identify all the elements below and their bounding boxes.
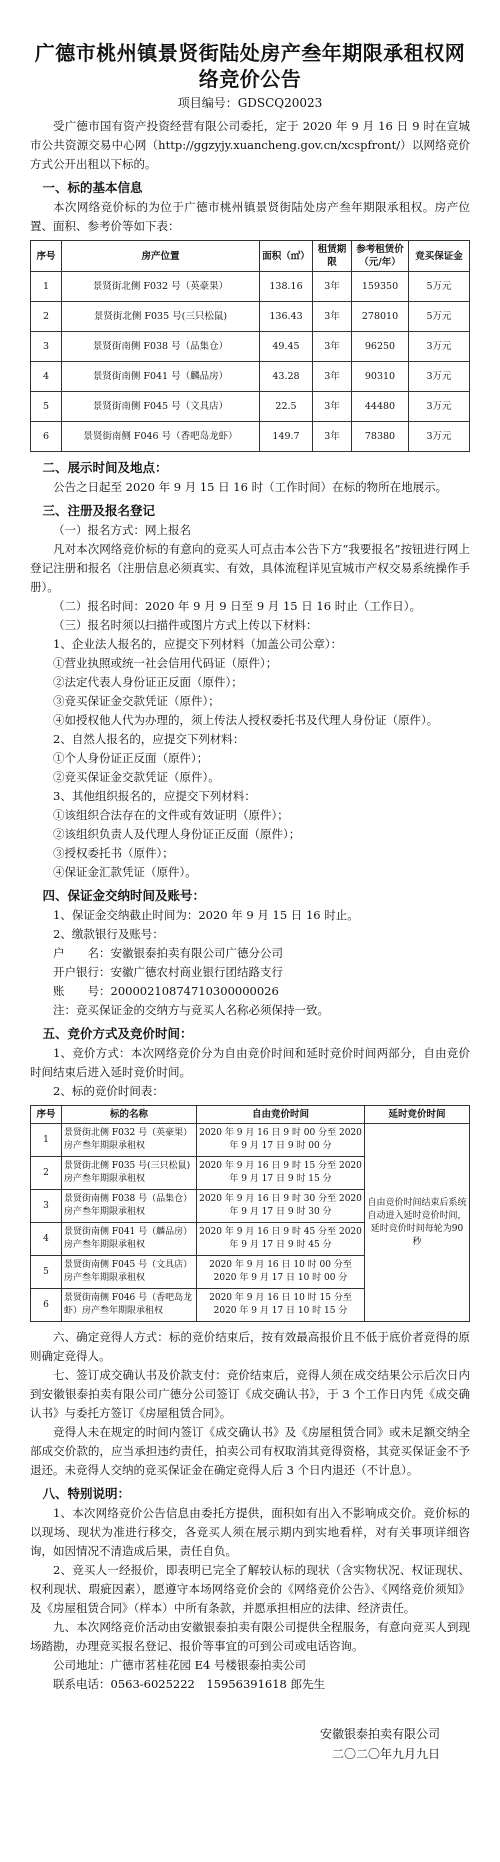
delay-time-cell: 自由竞价时间结束后系统自动进入延时竞价时间，延时竞价时间每轮为90秒 (365, 1124, 470, 1322)
table-row (31, 392, 470, 422)
registration-method: （一）报名方式：网上报名 (53, 523, 191, 537)
special-note-1: 1、本次网络竞价公告信息由委托方提供，面积如有出入不影响成交价。竞价标的以现场、现状为准进行移交，各竞买人须在展示期内到实地看样，对有关事项详细咨询，如因情况不清造成后果，责任自负。 (30, 1506, 470, 1558)
project-number: 项目编号：GDSCQ20023 (177, 96, 323, 110)
account-number: 账 号：20000210874710300000026 (53, 984, 279, 998)
account-name: 户 名：安徽银泰拍卖有限公司广德分公司 (53, 946, 283, 960)
col-header: 标的名称 (62, 1106, 197, 1124)
cell: 3万元 (409, 362, 470, 392)
cell: 5 (31, 392, 62, 422)
materials-item: ④如授权他人代为办理的，须上传法人授权委托书及代理人身份证（原件）。 (53, 713, 439, 727)
cell: 5万元 (409, 272, 470, 302)
col-header: 序号 (31, 241, 62, 272)
cell: 44480 (352, 392, 409, 422)
section-2-title: 二、展示时间及地点： (42, 460, 168, 475)
account-note: 注：竞买保证金的交纳方与竞买人名称必须保持一致。 (53, 1003, 329, 1017)
materials-item: ②法定代表人身份证正反面（原件）； (53, 675, 243, 689)
cell: 景贤街北侧 F032 号（英豪果）房产叁年期限承租权 (62, 1124, 197, 1157)
cell: 2 (31, 1157, 62, 1190)
registration-materials: （三）报名时须以扫描件或图片方式上传以下材料： (53, 618, 318, 632)
cell: 景贤街南侧 F038 号（品集仓）房产叁年期限承租权 (62, 1190, 197, 1223)
materials-individual: 2、自然人报名的，应提交下列材料： (53, 732, 245, 746)
cell: 3 (31, 332, 62, 362)
materials-organization: 3、其他组织报名的，应提交下列材料： (53, 789, 256, 803)
cell: 景贤街南侧 F045 号（文具店）房产叁年期限承租权 (62, 1256, 197, 1289)
materials-item: ④保证金汇款凭证（原件）。 (53, 865, 197, 879)
cell: 景贤街南侧 F038 号（品集仓） (62, 332, 260, 362)
table-row (31, 422, 470, 452)
cell: 49.45 (260, 332, 313, 362)
cell: 2020 年 9 月 16 日 10 时 00 分至 2020 年 9 月 17 日 10 时 00 分 (197, 1256, 365, 1289)
cell: 景贤街北侧 F032 号（英豪果） (62, 272, 260, 302)
signature-block (30, 1724, 470, 1764)
cell: 3年 (313, 272, 352, 302)
bidding-method: 1、竞价方式：本次网络竞价分为自由竞价时间和延时竞价时间两部分，自由竞价时间结束后进入延时竞价时间。 (30, 1046, 470, 1079)
signature-date: 二〇二〇年九月九日 (331, 1747, 440, 1761)
table-row (31, 332, 470, 362)
deposit-deadline: 1、保证金交纳截止时间为：2020 年 9 月 15 日 16 时止。 (53, 908, 359, 922)
section-5-title: 五、竞价方式及竞价时间： (42, 1026, 193, 1041)
materials-item: ③竞买保证金交款凭证（原件）； (53, 694, 220, 708)
cell: 4 (31, 1223, 62, 1256)
cell: 景贤街北侧 F035 号(三只松鼠) (62, 302, 260, 332)
materials-item: ②竞买保证金交款凭证（原件）。 (53, 770, 220, 784)
col-header: 序号 (31, 1106, 62, 1124)
cell: 138.16 (260, 272, 313, 302)
contact-phone: 联系电话：0563-6025222 15956391618 郎先生 (53, 1677, 326, 1691)
cell: 2 (31, 302, 62, 332)
materials-item: ②该组织负责人及代理人身份证正反面（原件）； (53, 827, 301, 841)
company-address: 公司地址：广德市茗桂花园 E4 号楼银泰拍卖公司 (53, 1658, 307, 1672)
col-header: 房产位置 (62, 241, 260, 272)
cell: 5万元 (409, 302, 470, 332)
cell: 景贤街南侧 F046 号（香吧岛龙虾） (62, 422, 260, 452)
cell: 3年 (313, 302, 352, 332)
section-1-text: 本次网络竞价标的为位于广德市桃州镇景贤街陆处房产叁年期限承租权。房产位置、面积、参考价等如下表： (30, 200, 470, 233)
cell: 149.7 (260, 422, 313, 452)
section-2-text: 公告之日起至 2020 年 9 月 15 日 16 时（工作时间）在标的物所在地展示。 (53, 480, 448, 494)
cell: 6 (31, 422, 62, 452)
schedule-table-header (31, 1106, 470, 1124)
col-header: 延时竞价时间 (365, 1106, 470, 1124)
section-8-title: 八、特别说明： (42, 1486, 131, 1501)
cell: 3万元 (409, 332, 470, 362)
col-header: 租赁期限 (313, 241, 352, 272)
section-4-title: 四、保证金交纳时间及账号： (42, 888, 206, 903)
table-row (31, 362, 470, 392)
registration-time: （二）报名时间：2020 年 9 月 9 日至 9 月 15 日 16 时止（工作日）。 (53, 599, 421, 613)
intro-paragraph: 受广德市国有资产投资经营有限公司委托，定于 2020 年 9 月 16 日 9 时在宣城市公共资源交易中心网（http://ggzyjy.xuancheng.gov.cn/xcspfront/）以网络竞价方式公开出租以下标的。 (30, 119, 470, 171)
section-1-title: 一、标的基本信息 (42, 180, 143, 195)
cell: 159350 (352, 272, 409, 302)
materials-item: ①营业执照或统一社会信用代码证（原件）； (53, 656, 278, 670)
property-table (30, 240, 470, 452)
cell: 1 (31, 272, 62, 302)
cell: 3年 (313, 332, 352, 362)
cell: 78380 (352, 422, 409, 452)
cell: 3年 (313, 392, 352, 422)
cell: 96250 (352, 332, 409, 362)
cell: 90310 (352, 362, 409, 392)
cell: 3年 (313, 362, 352, 392)
cell: 2020 年 9 月 16 日 9 时 00 分至 2020 年 9 月 17 日 9 时 00 分 (197, 1124, 365, 1157)
col-header: 自由竞价时间 (197, 1106, 365, 1124)
section-3-title: 三、注册及报名登记 (42, 503, 156, 518)
cell: 2020 年 9 月 16 日 9 时 15 分至 2020 年 9 月 17 日 9 时 15 分 (197, 1157, 365, 1190)
section-6-text: 六、确定竞得人方式：标的竞价结束后，按有效最高报价且不低于底价者竞得的原则确定竞得人。 (30, 1330, 470, 1363)
registration-method-text: 凡对本次网络竞价标的有意向的竞买人可点击本公告下方“我要报名”按钮进行网上登记注册和报名（注册信息必须真实、有效，具体流程详见宣城市产权交易系统操作手册）。 (30, 542, 470, 594)
col-header: 竞买保证金 (409, 241, 470, 272)
cell: 景贤街北侧 F035 号(三只松鼠)房产叁年期限承租权 (62, 1157, 197, 1190)
schedule-table (30, 1105, 470, 1322)
cell: 景贤街南侧 F041 号（麟品房） (62, 362, 260, 392)
cell: 景贤街南侧 F046 号（香吧岛龙虾）房产叁年期限承租权 (62, 1289, 197, 1322)
cell: 2020 年 9 月 16 日 9 时 45 分至 2020 年 9 月 17 日 9 时 45 分 (197, 1223, 365, 1256)
materials-item: ①个人身份证正反面（原件）； (53, 751, 209, 765)
cell: 3万元 (409, 422, 470, 452)
cell: 3 (31, 1190, 62, 1223)
account-bank: 开户银行：安徽广德农村商业银行团结路支行 (53, 965, 283, 979)
signature-org: 安徽银泰拍卖有限公司 (319, 1727, 440, 1741)
col-header: 面积（㎡） (260, 241, 313, 272)
special-note-2: 2、竞买人一经报价，即表明已完全了解较认标的现状（含实物状况、权证现状、权利现状、瑕疵因素），愿遵守本场网络竞价会的《网络竞价公告》、《网络竞价须知》及《房屋租赁合同》（样本）中所有条款，并愿承担相应的法律、经济责任。 (30, 1563, 470, 1615)
col-header: 参考租赁价（元/年） (352, 241, 409, 272)
cell: 景贤街南侧 F041 号（麟品房）房产叁年期限承租权 (62, 1223, 197, 1256)
section-7-text: 七、签订成交确认书及价款支付：竞价结束后，竞得人须在成交结果公示后次日内到安徽银泰拍卖有限公司广德分公司签订《成交确认书》，于 3 个工作日内凭《成交确认书》与委托方签订《房屋租赁合同》。 (30, 1368, 470, 1420)
cell: 5 (31, 1256, 62, 1289)
cell: 136.43 (260, 302, 313, 332)
cell: 22.5 (260, 392, 313, 422)
materials-corporate: 1、企业法人报名的，应提交下列材料（加盖公司公章）： (53, 637, 343, 651)
cell: 6 (31, 1289, 62, 1322)
section-7-text-2: 竞得人未在规定的时间内签订《成交确认书》及《房屋租赁合同》或未足额交纳全部成交价款的，应当承担违约责任，拍卖公司有权取消其竞得资格，其竞买保证金不予退还。未竞得人交纳的竞买保证金在确定竞得人后 3 个日内退还（不计息）。 (30, 1425, 470, 1477)
table-row (31, 302, 470, 332)
bidding-schedule-heading: 2、标的竞价时间表： (53, 1084, 164, 1098)
page-title: 广德市桃州镇景贤街陆处房产叁年期限承租权网络竞价公告 (34, 41, 466, 91)
cell: 3万元 (409, 392, 470, 422)
section-9-text: 九、本次网络竞价活动由安徽银泰拍卖有限公司提供全程服务，有意向竞买人到现场踏勘，办理竞买报名登记、报价等事宜的可到公司或电话咨询。 (30, 1620, 470, 1653)
materials-item: ③授权委托书（原件）； (53, 846, 174, 860)
cell: 3年 (313, 422, 352, 452)
cell: 2020 年 9 月 16 日 10 时 15 分至 2020 年 9 月 17 日 10 时 15 分 (197, 1289, 365, 1322)
cell: 4 (31, 362, 62, 392)
cell: 景贤街南侧 F045 号（文具店） (62, 392, 260, 422)
table-row (31, 1124, 470, 1157)
materials-item: ①该组织合法存在的文件或有效证明（原件）； (53, 808, 289, 822)
table-row (31, 272, 470, 302)
cell: 1 (31, 1124, 62, 1157)
cell: 278010 (352, 302, 409, 332)
deposit-bank-heading: 2、缴款银行及账号： (53, 927, 164, 941)
cell: 43.28 (260, 362, 313, 392)
cell: 2020 年 9 月 16 日 9 时 30 分至 2020 年 9 月 17 日 9 时 30 分 (197, 1190, 365, 1223)
notice-page (30, 0, 470, 1764)
property-table-header (31, 241, 470, 272)
